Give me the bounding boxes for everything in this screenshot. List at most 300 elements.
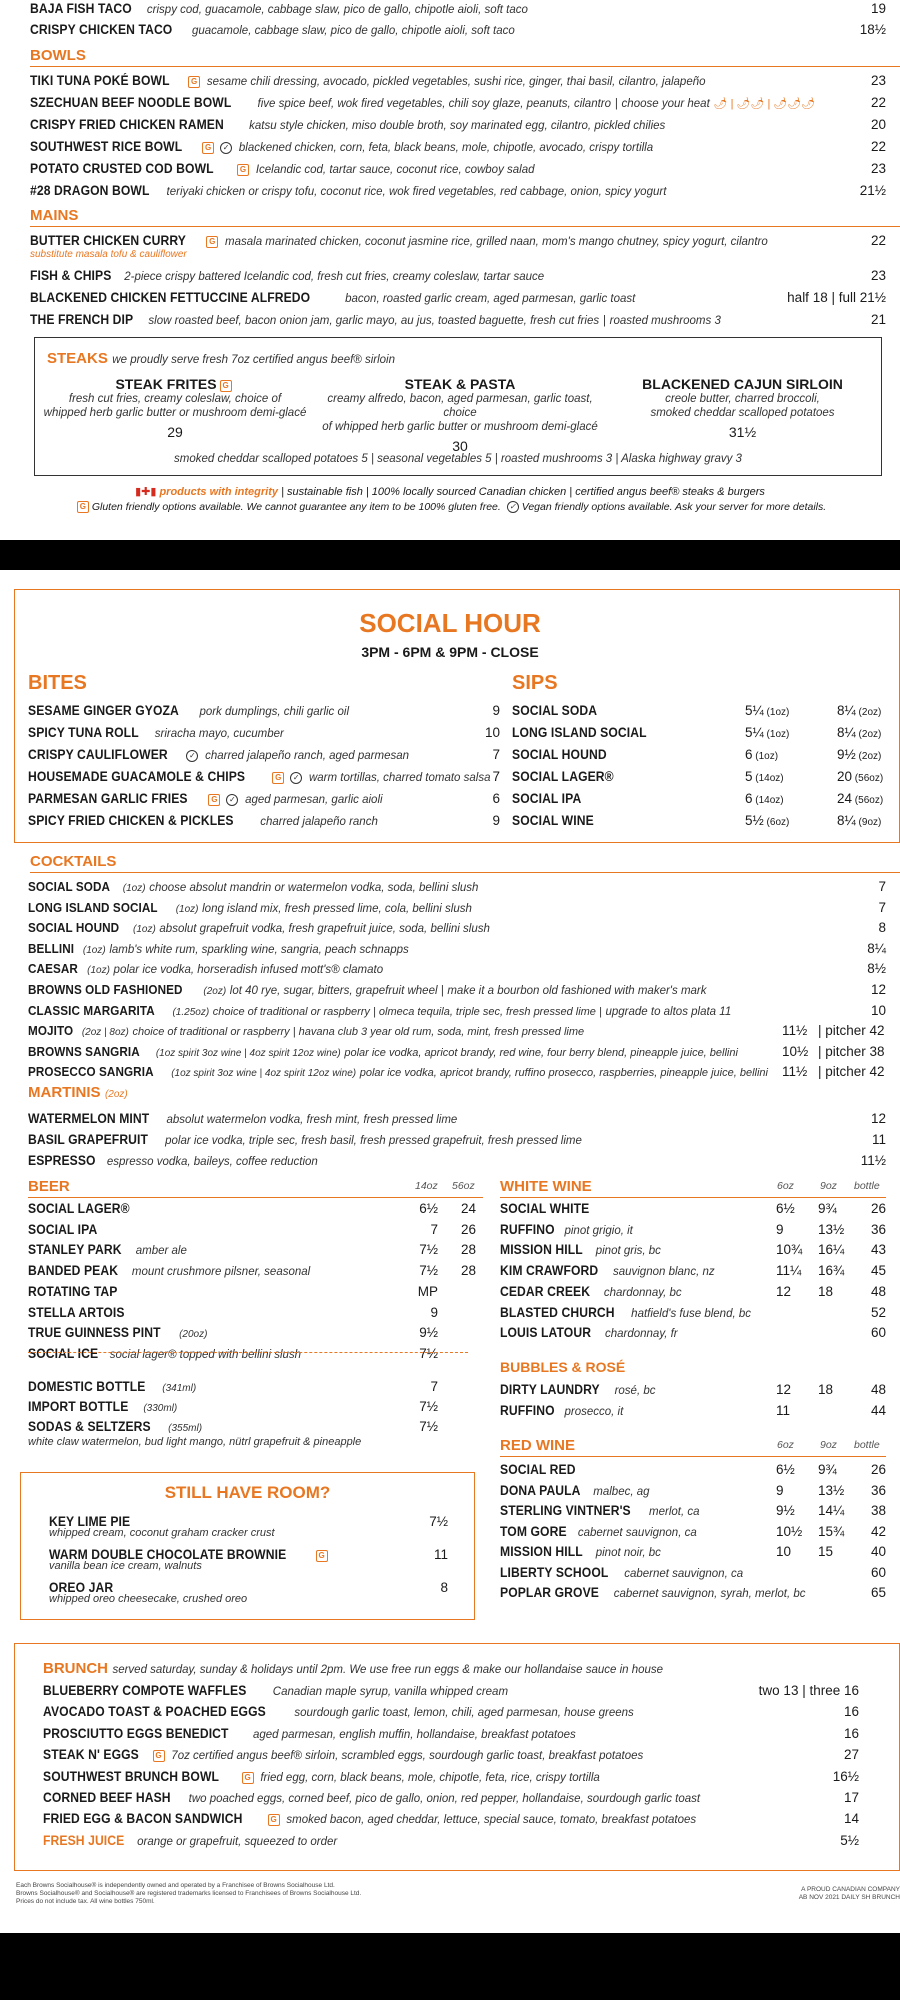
item-name: SOCIAL RED: [500, 1462, 576, 1477]
item-name: LIBERTY SCHOOL: [500, 1564, 609, 1580]
steak-name: STEAK & PASTA: [404, 376, 516, 392]
vegan-note: Vegan friendly options available. Ask your server for more details.: [521, 501, 827, 513]
item-price: 5½: [840, 1832, 859, 1848]
item-name: MOJITO: [28, 1023, 74, 1039]
wine-header: 9oz: [820, 1180, 837, 1192]
item-name: BLACKENED CHICKEN FETTUCCINE ALFREDO: [30, 290, 311, 305]
item-desc: aged parmesan, garlic aioli: [245, 794, 383, 806]
item-size: (1oz): [175, 903, 199, 915]
item-desc: aged parmesan, english muffin, hollandaise, breakfast potatoes: [252, 1728, 576, 1741]
item-desc: polar ice vodka, apricot brandy, red wine, four berry blend, pineapple juice, bellini: [344, 1046, 738, 1059]
pitcher-sep: |: [818, 1023, 826, 1039]
page-divider: [0, 1933, 900, 2000]
vegan-leaf-icon: ✓: [507, 501, 519, 513]
price-14oz: MP: [417, 1283, 438, 1299]
price-bottle: 65: [870, 1585, 886, 1600]
item-price: 7: [430, 1379, 438, 1394]
sip-price-value: 5½: [745, 813, 764, 828]
bite-item: [28, 724, 284, 742]
bite-item: [28, 746, 409, 764]
item-name: THE FRENCH DIP: [30, 312, 134, 327]
item-price: 7½: [429, 1514, 448, 1529]
item-price: 21: [870, 312, 886, 327]
price-14oz: 6½: [419, 1201, 438, 1216]
item-name: BELLINI: [28, 940, 75, 956]
item-price: 19: [870, 1, 886, 16]
bottle-item: [28, 1398, 177, 1416]
item-name: SOUTHWEST RICE BOWL: [30, 139, 183, 154]
cocktail-item: [28, 1022, 584, 1040]
item-name: SOUTHWEST BRUNCH BOWL: [43, 1768, 220, 1784]
item-name: TIKI TUNA POKÉ BOWL: [30, 73, 170, 88]
item-name: HOUSEMADE GUACAMOLE & CHIPS: [28, 769, 246, 784]
price-bottle: 26: [870, 1201, 886, 1216]
wine-item: [500, 1482, 650, 1500]
item-name: KIM CRAWFORD: [500, 1263, 599, 1279]
sip-price-value: 5¼: [745, 725, 764, 740]
price-6oz: 10¾: [776, 1242, 803, 1258]
item-desc: polar ice vodka, triple sec, fresh basil, fresh pressed grapefruit, fresh pressed lime: [165, 1135, 582, 1147]
item-price: 10½: [782, 1043, 809, 1059]
item-desc: chardonnay, bc: [603, 1286, 682, 1299]
item-name: POPLAR GROVE: [500, 1585, 599, 1600]
item-desc: charred jalapeño ranch: [260, 816, 378, 828]
item-extra: upgrade to altos plata 11: [605, 1005, 732, 1018]
price-9oz: 15¾: [818, 1523, 845, 1539]
price-6oz: 9: [776, 1482, 784, 1498]
sip-price-value: 8¼: [837, 813, 856, 828]
gluten-friendly-icon: G: [153, 1750, 165, 1762]
beer-item: [28, 1304, 135, 1322]
bites-heading: BITES: [28, 672, 87, 694]
beer-divider: [28, 1352, 468, 1353]
item-name: CLASSIC MARGARITA: [28, 1002, 155, 1018]
item-price: 7: [492, 769, 500, 784]
section-heading-red-wine: RED WINE: [500, 1438, 886, 1457]
item-name: RUFFINO: [500, 1403, 555, 1418]
item-desc: mount crushmore pilsner, seasonal: [131, 1266, 311, 1279]
brunch-item: [43, 1768, 600, 1786]
menu-item: [30, 182, 900, 200]
gluten-friendly-icon: G: [272, 772, 284, 784]
social-hour-times: 3PM - 6PM & 9PM - CLOSE: [361, 644, 539, 660]
item-name: SPICY TUNA ROLL: [28, 725, 139, 740]
martini-item: [28, 1152, 318, 1170]
menu-item: SZECHUAN BEEF NOODLE BOWL five spice beef, wok fired vegetables, chili soy glaze, peanuts, cilantro | choose your heat 🌶 | 🌶🌶 | 🌶🌶🌶 22: [30, 95, 886, 110]
sip-price: [745, 790, 784, 808]
section-heading-cocktails: COCKTAILS: [30, 854, 900, 873]
item-name: CRISPY CAULIFLOWER: [28, 747, 168, 762]
price-14oz: 9½: [419, 1325, 438, 1341]
item-name: PROSECCO SANGRIA: [28, 1064, 154, 1080]
sip-price: [837, 790, 883, 808]
item-name: SOCIAL LAGER®: [28, 1201, 130, 1216]
item-size: (1oz spirit 3oz wine | 4oz spirit 12oz wine): [171, 1068, 357, 1080]
item-desc: long island mix, fresh pressed lime, cola, bellini slush: [202, 902, 472, 915]
item-name: DOMESTIC BOTTLE: [28, 1379, 146, 1394]
steak-price: 29: [167, 424, 183, 440]
sip-price: [837, 724, 881, 742]
beer-item: [28, 1262, 310, 1280]
brunch-box: [14, 1643, 900, 1871]
item-price: 10: [484, 725, 500, 740]
item-size: (2oz): [203, 986, 227, 997]
item-name: CORNED BEEF HASH: [43, 1790, 171, 1805]
price-bottle: 60: [870, 1325, 886, 1341]
menu-item: [30, 72, 900, 90]
item-desc: lot 40 rye, sugar, bitters, grapefruit wheel |: [229, 985, 444, 997]
item-desc: absolut grapefruit vodka, fresh grapefruit juice, soda, bellini slush: [159, 923, 490, 936]
price-14oz: 7½: [419, 1242, 438, 1258]
sip-price-value: 20: [837, 769, 853, 784]
sip-size: (1oz): [763, 729, 790, 740]
item-name: SOCIAL HOUND: [28, 920, 120, 936]
item-name: BUTTER CHICKEN CURRY: [30, 233, 186, 248]
price-bottle: 44: [870, 1403, 886, 1418]
menu-item: THE FRENCH DIP slow roasted beef, bacon onion jam, garlic mayo, au jus, toasted baguette, fresh cut fries | roasted mushrooms 3 21: [30, 312, 886, 327]
pitcher-value: pitcher 38: [825, 1043, 885, 1059]
sip-price: [745, 746, 778, 764]
item-price: 11: [871, 1132, 886, 1147]
price-9oz: 18: [818, 1283, 834, 1299]
sip-name: SOCIAL LAGER®: [512, 769, 614, 784]
item-name: BASIL GRAPEFRUIT: [28, 1132, 149, 1147]
item-price: 18½: [859, 22, 886, 37]
item-name: SOCIAL WHITE: [500, 1201, 590, 1216]
item-desc: crispy cod, guacamole, cabbage slaw, pico de gallo, chipotle aioli, soft taco: [146, 4, 528, 16]
item-price: 11½: [782, 1064, 808, 1080]
bite-item: [28, 812, 378, 830]
social-hour-title: SOCIAL HOUR: [359, 608, 541, 638]
item-name: SOCIAL ICE: [28, 1345, 99, 1361]
item-name: ROTATING TAP: [28, 1283, 118, 1299]
steaks-box: [34, 337, 882, 476]
item-name: BAJA FISH TACO: [30, 1, 132, 16]
wine-item: [500, 1502, 700, 1520]
integrity-line: [0, 485, 900, 498]
beer-item: [28, 1221, 105, 1239]
sip-size: (9oz): [855, 817, 882, 828]
menu-item: [30, 160, 900, 178]
item-desc: charred jalapeño ranch, aged parmesan: [205, 750, 410, 762]
item-price: 8: [878, 920, 886, 936]
price-9oz: 13½: [818, 1221, 845, 1237]
menu-item: [30, 232, 900, 250]
item-desc: lamb's white rum, sparkling wine, sangria, peach schnapps: [109, 943, 409, 956]
sip-price: [745, 812, 789, 830]
price-9oz: 16¼: [818, 1242, 845, 1258]
item-desc: whipped oreo cheesecake, crushed oreo: [49, 1593, 248, 1605]
menu-item: [30, 21, 900, 39]
footer-legal: Each Browns Socialhouse® is independently owned and operated by a Franchisee of Browns Socialhouse Ltd. Browns Socialhouse® and Socialhouse® are registered trademarks licensed to Franchisees of Browns Socialhouse Ltd. Prices do not include tax. All wine bottles 750ml.: [16, 1882, 362, 1905]
item-desc: sriracha mayo, cucumber: [154, 728, 284, 740]
sip-name: SOCIAL IPA: [512, 791, 582, 806]
cocktail-item: [28, 1063, 768, 1081]
gluten-friendly-icon: G: [188, 76, 200, 88]
item-desc: pinot grigio, it: [564, 1224, 633, 1237]
martinis-heading: MARTINIS (2oz): [28, 1084, 128, 1101]
item-price: 21½: [859, 183, 886, 198]
sip-price-value: 6: [745, 791, 753, 806]
item-desc: cabernet sauvignon, ca: [577, 1526, 697, 1539]
price-9oz: 16¾: [818, 1263, 845, 1279]
item-price: 12: [870, 1111, 886, 1126]
item-substitute: substitute masala tofu & cauliflower: [30, 249, 187, 260]
item-desc: amber ale: [135, 1245, 187, 1258]
footer-right: A PROUD CANADIAN COMPANY AB NOV 2021 DAILY SH BRUNCH: [798, 1886, 900, 1901]
item-desc: Icelandic cod, tartar sauce, coconut rice, cowboy salad: [255, 164, 535, 176]
price-bottle: 42: [870, 1523, 886, 1539]
integrity-lead: products with integrity: [159, 486, 279, 498]
item-desc: 7oz certified angus beef® sirloin, scrambled eggs, sourdough garlic toast, breakfast potatoes: [171, 1750, 644, 1763]
item-price: 16: [843, 1725, 859, 1741]
brunch-item: [43, 1746, 643, 1764]
item-name: ESPRESSO: [28, 1153, 96, 1168]
item-name: CRISPY FRIED CHICKEN RAMEN: [30, 117, 224, 132]
item-desc: (330ml): [143, 1403, 178, 1414]
item-price: 22: [870, 139, 886, 154]
item-name: AVOCADO TOAST & POACHED EGGS: [43, 1704, 266, 1720]
sip-name: SOCIAL WINE: [512, 813, 594, 828]
dessert-box: [20, 1472, 475, 1620]
wine-item: [500, 1262, 715, 1280]
item-name: CAESAR: [28, 961, 78, 977]
canada-flag-icon: ▮✚▮: [135, 486, 157, 498]
wine-item: [500, 1564, 743, 1582]
section-heading-white-wine: WHITE WINE: [500, 1179, 886, 1198]
item-desc: pinot gris, bc: [595, 1245, 661, 1258]
price-6oz: 11¼: [776, 1263, 802, 1279]
item-desc: (355ml): [168, 1423, 203, 1434]
gluten-friendly-icon: G: [208, 794, 220, 806]
item-name: CEDAR CREEK: [500, 1283, 591, 1299]
price-14oz: 7: [430, 1221, 438, 1237]
steak-item: [35, 376, 315, 440]
cocktail-item: [28, 899, 472, 917]
item-desc: fried egg, corn, black beans, mole, chipotle, feta, rice, crispy tortilla: [260, 1771, 600, 1784]
item-price: 7½: [419, 1419, 438, 1434]
price-6oz: 9: [776, 1221, 784, 1237]
menu-item: [30, 267, 900, 285]
item-desc: hatfield's fuse blend, bc: [631, 1307, 752, 1320]
item-name: SODAS & SELTZERS: [28, 1419, 151, 1434]
item-name: OREO JAR: [49, 1580, 114, 1595]
bite-item: [28, 702, 349, 720]
sip-name: SOCIAL HOUND: [512, 747, 607, 762]
item-name: MISSION HILL: [500, 1242, 583, 1258]
price-bottle: 40: [870, 1544, 886, 1559]
sip-price: [745, 724, 789, 742]
item-desc: sauvignon blanc, nz: [612, 1266, 715, 1279]
sip-price: [837, 746, 881, 764]
item-desc: teriyaki chicken or crispy tofu, coconut rice, wok fired vegetables, red cabbage, onion, spicy yogurt: [166, 186, 667, 198]
section-heading-bubbles: BUBBLES & ROSÉ: [500, 1359, 626, 1375]
item-name: PARMESAN GARLIC FRIES: [28, 791, 188, 806]
item-name: SESAME GINGER GYOZA: [28, 703, 179, 718]
item-price: two 13 | three 16: [758, 1683, 859, 1698]
wine-header: 9oz: [820, 1439, 837, 1451]
beer-item: [28, 1241, 187, 1259]
item-price: 20: [870, 117, 886, 132]
cocktail-item: [28, 919, 490, 937]
item-desc: blackened chicken, corn, feta, black beans, mole, chipotle, avocado, crispy tortilla: [238, 142, 654, 154]
price-bottle: 52: [870, 1304, 886, 1320]
brunch-item: [43, 1725, 576, 1743]
item-name: LOUIS LATOUR: [500, 1325, 592, 1341]
cocktail-item: [28, 878, 478, 896]
item-desc: smoked bacon, aged cheddar, lettuce, special sauce, tomato, breakfast potatoes: [286, 1814, 697, 1827]
pitcher-price: [818, 1063, 885, 1081]
item-desc: chardonnay, fr: [604, 1328, 678, 1341]
price-6oz: 11: [776, 1403, 791, 1418]
vegan-leaf-icon: ✓: [220, 142, 232, 154]
steak-desc: creamy alfredo, bacon, aged parmesan, garlic toast, choice: [327, 393, 593, 419]
item-desc: sesame chili dressing, avocado, pickled vegetables, sushi rice, ginger, thai basil, cilantro, jalapeño: [206, 76, 706, 88]
item-desc: orange or grapefruit, squeezed to order: [137, 1835, 338, 1848]
item-price: 16½: [832, 1768, 859, 1784]
sip-size: (2oz): [855, 729, 882, 740]
item-extra: choose your heat: [621, 98, 710, 110]
gluten-friendly-icon: G: [220, 380, 232, 392]
pitcher-price: [818, 1022, 885, 1040]
price-bottle: 48: [870, 1283, 886, 1299]
sip-size: (6oz): [763, 817, 790, 828]
gluten-friendly-icon: G: [206, 236, 218, 248]
brunch-item: [43, 1789, 700, 1807]
cocktail-item: [28, 960, 383, 978]
item-name: STEAK N' EGGS: [43, 1747, 139, 1763]
item-name: TOM GORE: [500, 1523, 567, 1539]
beer-header-56oz: 56oz: [452, 1180, 475, 1192]
item-name: LONG ISLAND SOCIAL: [28, 899, 158, 915]
wine-header: 6oz: [777, 1439, 794, 1451]
item-desc: absolut watermelon vodka, fresh mint, fresh pressed lime: [166, 1114, 458, 1126]
sip-price: [837, 768, 883, 786]
wine-header: 6oz: [777, 1180, 794, 1192]
gluten-friendly-icon: G: [77, 501, 89, 513]
sip-size: (14oz): [752, 795, 784, 806]
gluten-friendly-icon: G: [268, 1814, 280, 1826]
sip-price: [745, 702, 789, 720]
item-desc: pinot noir, bc: [595, 1547, 661, 1559]
item-desc: social lager® topped with bellini slush: [109, 1348, 302, 1361]
item-extra: roasted mushrooms 3: [609, 315, 721, 327]
steak-item: [605, 376, 880, 440]
item-price: 7½: [419, 1399, 438, 1414]
item-desc: guacamole, cabbage slaw, pico de gallo, chipotle aioli, soft taco: [191, 25, 515, 37]
seltzer-list: white claw watermelon, bud light mango, nütrl grapefruit & pineapple: [28, 1436, 362, 1448]
sip-name: LONG ISLAND SOCIAL: [512, 725, 647, 740]
wine-header: bottle: [854, 1439, 880, 1451]
price-bottle: 43: [870, 1242, 886, 1258]
item-desc: choice of traditional or raspberry | olmeca tequila, triple sec, fresh pressed lime |: [212, 1005, 602, 1018]
item-price: 6: [492, 791, 500, 806]
martini-item: [28, 1110, 457, 1128]
item-name: TRUE GUINNESS PINT: [28, 1325, 161, 1341]
wine-item: [500, 1584, 806, 1602]
item-desc: katsu style chicken, miso double broth, soy marinated egg, cilantro, pickled chilies: [249, 120, 666, 132]
price-bottle: 26: [870, 1462, 886, 1477]
item-name: PROSCIUTTO EGGS BENEDICT: [43, 1725, 229, 1741]
item-desc: (20oz): [179, 1329, 208, 1341]
item-desc: rosé, bc: [614, 1385, 656, 1397]
wine-item: [500, 1381, 656, 1399]
price-14oz: 7½: [419, 1263, 438, 1279]
wine-header: bottle: [854, 1180, 880, 1192]
beer-item: [28, 1200, 141, 1218]
item-price: 7: [878, 899, 886, 915]
item-desc: vanilla bean ice cream, walnuts: [49, 1560, 202, 1572]
integrity-rest: | sustainable fish | 100% locally sourced Canadian chicken | certified angus beef® steaks & burgers: [281, 486, 765, 498]
item-name: WATERMELON MINT: [28, 1111, 150, 1126]
wine-item: [500, 1200, 599, 1218]
price-56oz: 26: [460, 1221, 476, 1237]
price-6oz: 9½: [776, 1503, 795, 1518]
item-name: STANLEY PARK: [28, 1242, 122, 1258]
item-desc: malbec, ag: [593, 1485, 650, 1498]
item-name: FRIED EGG & BACON SANDWICH: [43, 1811, 243, 1827]
item-name: RUFFINO: [500, 1221, 555, 1237]
cocktail-item: [28, 940, 409, 958]
pitcher-value: pitcher 42: [825, 1064, 885, 1080]
vegan-leaf-icon: ✓: [226, 794, 238, 806]
menu-item: [30, 0, 900, 18]
menu-item: [30, 138, 900, 156]
item-size: (1oz): [122, 883, 146, 894]
menu-item: [30, 116, 900, 134]
sip-price-value: 6: [745, 747, 753, 762]
item-price: 16: [843, 1704, 859, 1720]
price-6oz: 6½: [776, 1462, 795, 1477]
steak-desc: fresh cut fries, creamy coleslaw, choice of: [68, 393, 282, 405]
item-price: half 18 | full 21½: [787, 290, 886, 305]
item-name: BROWNS OLD FASHIONED: [28, 982, 183, 997]
item-desc: pork dumplings, chili garlic oil: [199, 706, 349, 718]
item-price: 23: [870, 161, 886, 176]
section-heading-brunch: BRUNCH: [43, 1660, 108, 1677]
brunch-intro: served saturday, sunday & holidays until 2pm. We use free run eggs & make our hollandaise sauce in house: [112, 1664, 664, 1676]
item-name: #28 DRAGON BOWL: [30, 183, 150, 198]
item-price: 11: [433, 1547, 448, 1562]
bottle-item: [28, 1378, 196, 1396]
price-bottle: 36: [870, 1221, 886, 1237]
section-heading-steaks: STEAKS: [47, 350, 108, 367]
item-price: 12: [870, 982, 886, 997]
wine-item: [500, 1324, 678, 1342]
wine-item: [500, 1543, 661, 1561]
item-desc: Canadian maple syrup, vanilla whipped cream: [272, 1686, 509, 1698]
item-desc: espresso vodka, baileys, coffee reduction: [106, 1156, 318, 1168]
wine-item: [500, 1241, 661, 1259]
item-price: 14: [843, 1811, 859, 1827]
wine-item: [500, 1461, 584, 1479]
steak-name: BLACKENED CAJUN SIRLOIN: [642, 376, 843, 392]
item-price: 7: [878, 879, 886, 894]
sip-size: (1oz): [763, 707, 790, 718]
wine-item: [500, 1523, 697, 1541]
sip-price-value: 8¼: [837, 703, 856, 718]
price-bottle: 48: [870, 1382, 886, 1397]
brunch-item: [43, 1682, 508, 1700]
sip-price-value: 5¼: [745, 703, 764, 718]
martini-item: [28, 1131, 582, 1149]
brunch-item: [43, 1832, 337, 1850]
item-size: (1oz): [82, 944, 106, 956]
price-6oz: 12: [776, 1283, 792, 1299]
item-price: 22: [870, 95, 886, 110]
price-14oz: 7½: [419, 1345, 438, 1361]
price-9oz: 13½: [818, 1482, 845, 1498]
